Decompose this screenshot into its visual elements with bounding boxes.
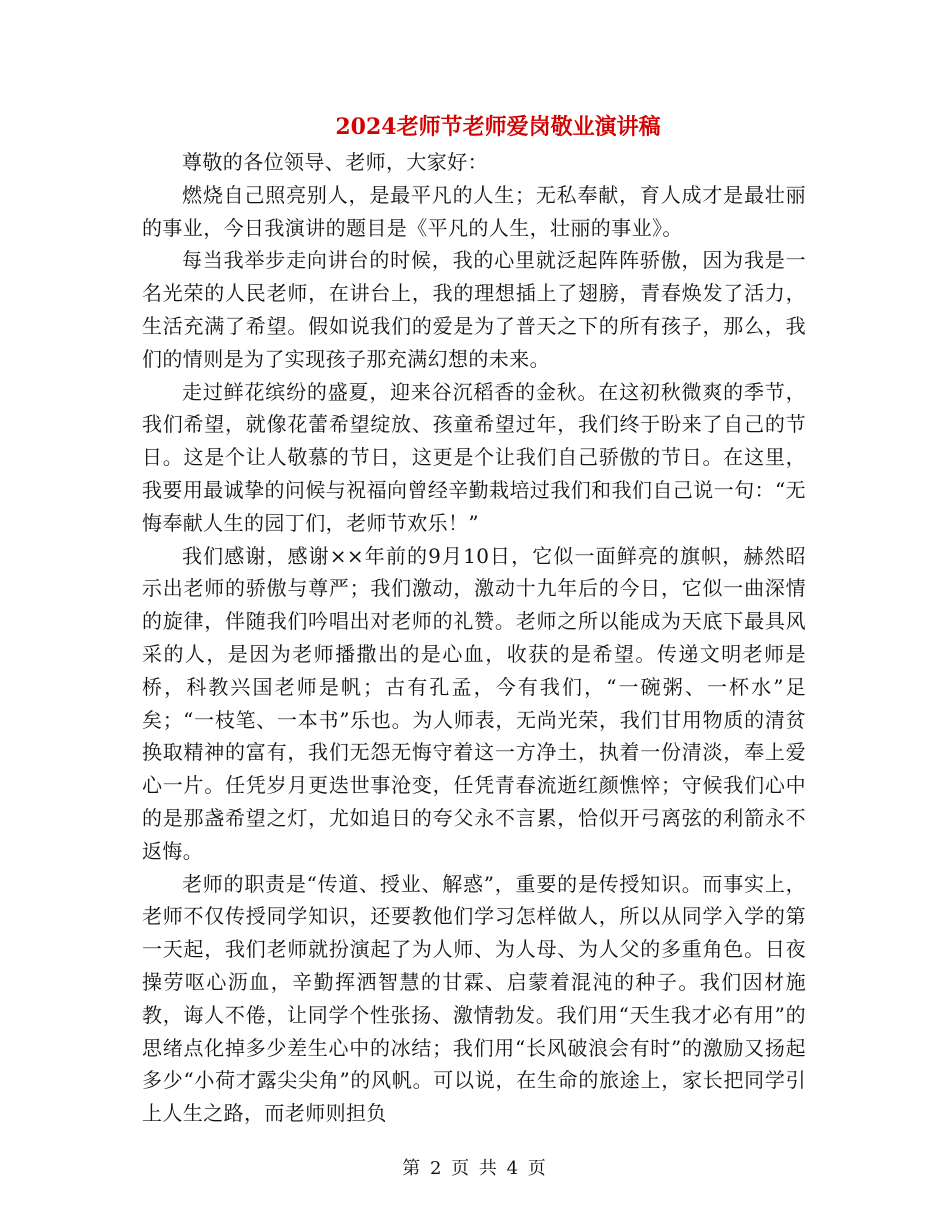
page-footer: 第 2 页 共 4 页 [402, 1158, 548, 1179]
paragraph-4: 我们感谢，感谢××年前的9月10日，它似一面鲜亮的旗帜，赫然昭示出老师的骄傲与尊严；我们激动，激动十九年后的今日，它似一曲深情的旋律，伴随我们吟唱出对老师的礼赞。老师之所以能成为天底下最具风采的人，是因为老师播撒出的是心血，收获的是希望。传递文明老师是桥，科教兴国老师是帆；古有孔孟，今有我们，“一碗粥、一杯水”足矣；“一枝笔、一本书”乐也。为人师表，无尚光荣，我们甘用物质的清贫换取精神的富有，我们无怨无悔守着这一方净土，执着一份清淡，奉上爱心一片。任凭岁月更迭世事沧变，任凭青春流逝红颜憔悴；守候我们心中的是那盏希望之灯，尤如追日的夸父永不言累，恰似开弓离弦的利箭永不返悔。 [142, 543, 806, 863]
document-title: 2024老师节老师爱岗敬业演讲稿 [335, 114, 661, 140]
paragraph-2: 每当我举步走向讲台的时候，我的心里就泛起阵阵骄傲，因为我是一名光荣的人民老师，在讲台上，我的理想插上了翅膀，青春焕发了活力，生活充满了希望。假如说我们的爱是为了普天之下的所有孩子，那么，我们的情则是为了实现孩子那充满幻想的未来。 [142, 248, 806, 371]
paragraph-greeting: 尊敬的各位领导、老师，大家好： [182, 150, 488, 174]
document-body [142, 146, 806, 1130]
paragraph-1: 燃烧自己照亮别人，是最平凡的人生；无私奉献，育人成才是最壮丽的事业，今日我演讲的题目是《平凡的人生，壮丽的事业》。 [142, 182, 806, 240]
paragraph-5: 老师的职责是“传道、授业、解惑”，重要的是传授知识。而事实上，老师不仅传授同学知识，还要教他们学习怎样做人，所以从同学入学的第一天起，我们老师就扮演起了为人师、为人母、为人父的多重角色。日夜操劳呕心沥血，辛勤挥洒智慧的甘霖、启蒙着混沌的种子。我们因材施教，诲人不倦，让同学个性张扬、激情勃发。我们用“天生我才必有用”的思绪点化掉多少差生心中的冰结；我们用“长风破浪会有时”的激励又扬起多少“小荷才露尖尖角”的风帆。可以说，在生命的旅途上，家长把同学引上人生之路，而老师则担负 [142, 871, 806, 1126]
paragraph-3: 走过鲜花缤纷的盛夏，迎来谷沉稻香的金秋。在这初秋微爽的季节，我们希望，就像花蕾希望绽放、孩童希望过年，我们终于盼来了自己的节日。这是个让人敬慕的节日，这更是个让我们自己骄傲的节日。在这里，我要用最诚挚的问候与祝福向曾经辛勤栽培过我们和我们自己说一句：“无悔奉献人生的园丁们，老师节欢乐！” [142, 379, 806, 535]
